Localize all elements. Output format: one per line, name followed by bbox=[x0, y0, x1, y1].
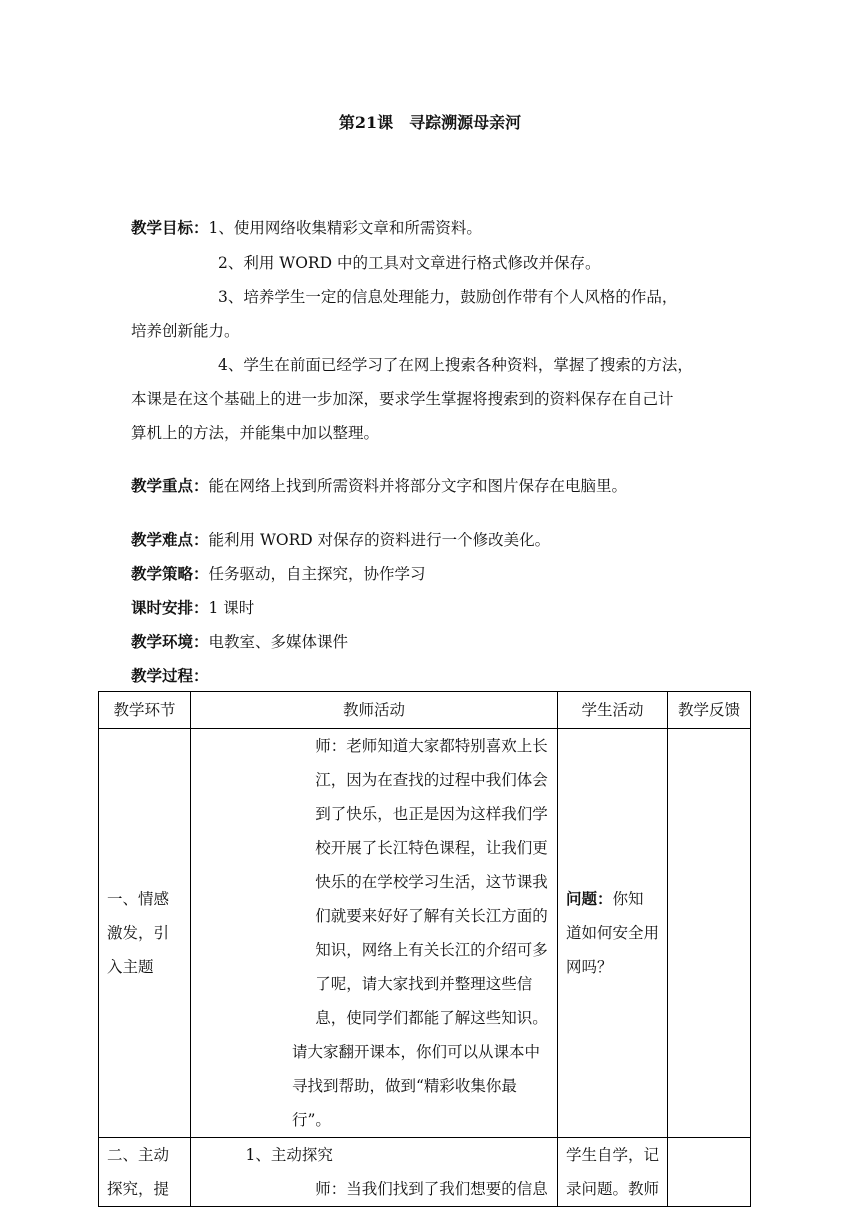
header-stage: 教学环节 bbox=[99, 692, 191, 729]
table-row bbox=[99, 1138, 751, 1207]
objective-4c: 算机上的方法，并能集中加以整理。 bbox=[131, 424, 380, 442]
teacher-paragraph: 请大家翻开课本，你们可以从课本中寻找到帮助，做到“精彩收集你最行”。 bbox=[292, 1043, 541, 1129]
table-row bbox=[99, 729, 751, 1138]
stage-cell: 一、情感激发，引入主题 bbox=[99, 729, 191, 1138]
strategy-label: 教学策略： bbox=[131, 564, 209, 583]
schedule bbox=[131, 598, 254, 618]
environment-label: 教学环境： bbox=[131, 632, 209, 651]
header-student: 学生活动 bbox=[558, 692, 668, 729]
teacher-paragraph: 师：当我们找到了我们想要的信息 bbox=[315, 1180, 548, 1198]
objective-4b: 本课是在这个基础上的进一步加深，要求学生掌握将搜索到的资料保存在自己计 bbox=[131, 390, 674, 408]
stage-cell: 二、主动探究，提 bbox=[99, 1138, 191, 1207]
key-point-label: 教学重点： bbox=[131, 476, 209, 495]
question-label: 问题： bbox=[566, 889, 613, 908]
objectives-line-1 bbox=[131, 218, 482, 238]
student-activity-cell: 学生自学，记录问题。教师 bbox=[558, 1138, 668, 1207]
student-activity-cell bbox=[558, 729, 668, 1138]
strategy bbox=[131, 564, 426, 584]
environment bbox=[131, 632, 348, 652]
teacher-paragraph: 1、主动探究 bbox=[245, 1146, 333, 1164]
difficulty bbox=[131, 530, 550, 550]
process-table bbox=[98, 691, 751, 1207]
student-activity-text: 你知道如何安全用网吗？ bbox=[566, 890, 660, 976]
key-point bbox=[131, 476, 627, 496]
objective-3a: 3、培养学生一定的信息处理能力，鼓励创作带有个人风格的作品， bbox=[218, 288, 678, 306]
process bbox=[131, 666, 209, 686]
objective-4a: 4、学生在前面已经学习了在网上搜索各种资料，掌握了搜索的方法， bbox=[218, 356, 693, 374]
strategy-text: 任务驱动，自主探究，协作学习 bbox=[208, 565, 426, 583]
difficulty-text: 能利用 WORD 对保存的资料进行一个修改美化。 bbox=[208, 531, 551, 549]
environment-text: 电教室、多媒体课件 bbox=[208, 633, 349, 651]
teacher-activity-cell bbox=[191, 729, 558, 1138]
process-label: 教学过程： bbox=[131, 666, 209, 685]
objective-2: 2、利用 WORD 中的工具对文章进行格式修改并保存。 bbox=[218, 254, 601, 272]
feedback-cell bbox=[668, 1138, 751, 1207]
difficulty-label: 教学难点： bbox=[131, 530, 209, 549]
objective-1: 1、使用网络收集精彩文章和所需资料。 bbox=[208, 219, 482, 237]
schedule-text: 1 课时 bbox=[208, 599, 255, 617]
key-point-text: 能在网络上找到所需资料并将部分文字和图片保存在电脑里。 bbox=[208, 477, 628, 495]
table-header-row bbox=[99, 692, 751, 729]
schedule-label: 课时安排： bbox=[131, 598, 209, 617]
feedback-cell bbox=[668, 729, 751, 1138]
objective-3b: 培养创新能力。 bbox=[131, 322, 240, 340]
objectives-label: 教学目标： bbox=[131, 218, 209, 237]
header-teacher: 教师活动 bbox=[191, 692, 558, 729]
header-feedback: 教学反馈 bbox=[668, 692, 751, 729]
teacher-activity-cell bbox=[191, 1138, 558, 1207]
page-title: 第21课 寻踪溯源母亲河 bbox=[338, 113, 522, 132]
teacher-paragraph: 师：老师知道大家都特别喜欢上长江，因为在查找的过程中我们体会到了快乐，也正是因为这样我们学校开展了长江特色课程，让我们更快乐的在学校学习生活，这节课我们就要来好好了解有关长江方面的知识，网络上有关长江的介绍可多了呢，请大家找到并整理这些信息，使同学们都能了解这些知识。 bbox=[315, 737, 548, 1027]
